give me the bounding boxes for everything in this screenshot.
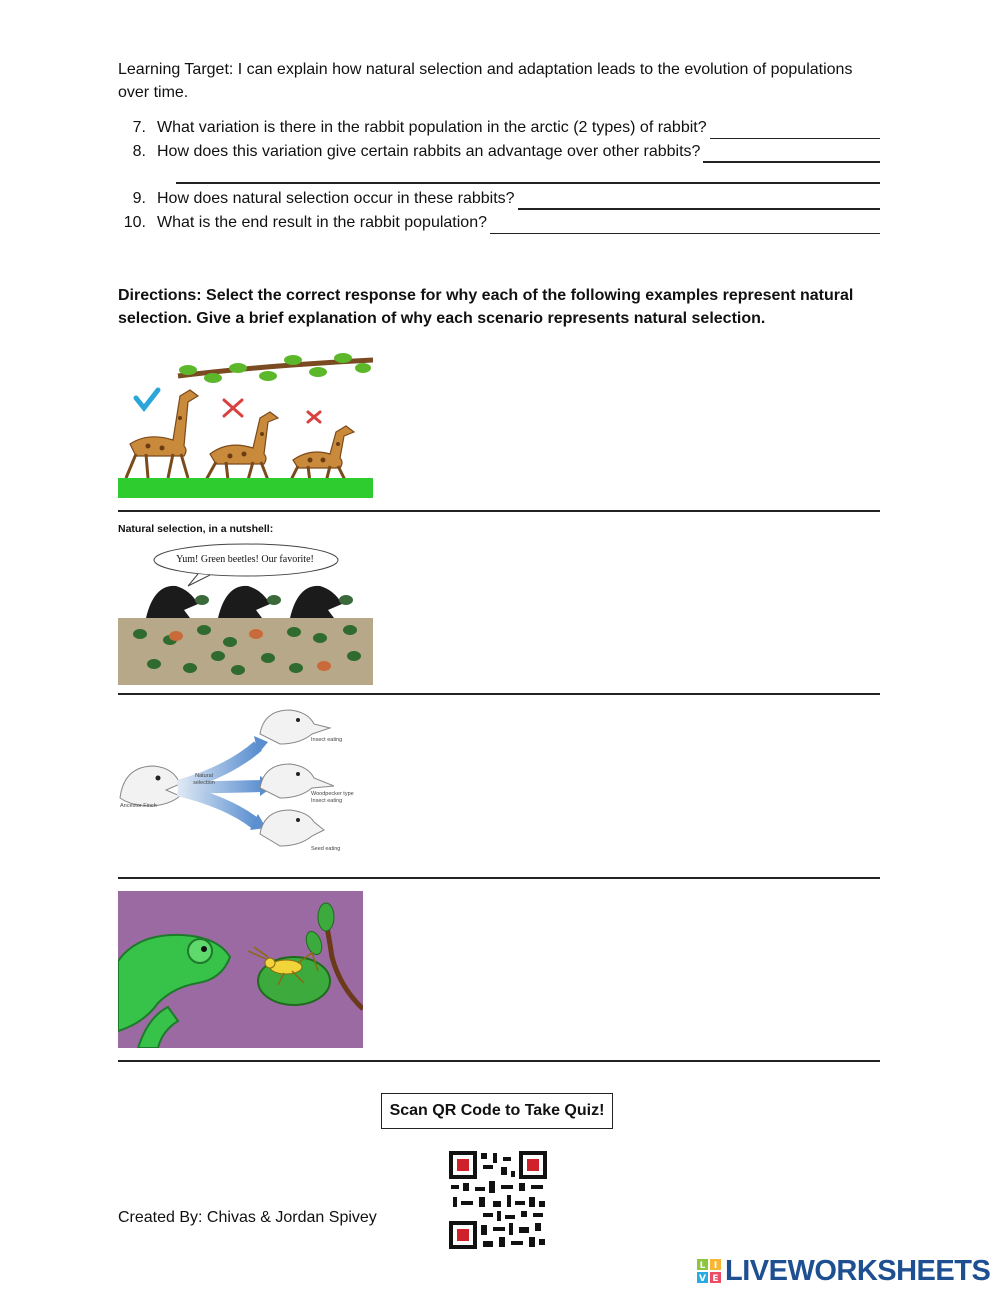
question-number: 10.: [123, 214, 146, 231]
beetles-title: Natural selection, in a nutshell:: [118, 523, 274, 535]
svg-text:V: V: [699, 1274, 706, 1283]
svg-text:I: I: [713, 1261, 718, 1271]
finch-label-woodpecker: Woodpecker type Insect eating: [311, 791, 354, 804]
answer-line-chameleon[interactable]: [118, 1060, 880, 1062]
giraffe-image: [118, 348, 373, 498]
answer-line-8-continued[interactable]: [176, 182, 880, 184]
liveworksheets-logo: [697, 1255, 990, 1287]
finch-label-insect: Insect eating: [311, 737, 343, 743]
finch-ancestor-label: Ancestor Finch: [120, 803, 157, 809]
question-7: [116, 117, 880, 139]
question-text: How does this variation give certain rabbits an advantage over other rabbits?: [157, 143, 701, 160]
answer-line-9[interactable]: [518, 192, 880, 210]
answer-line-finch[interactable]: [118, 877, 880, 879]
question-number: 8.: [132, 143, 146, 160]
question-10: [116, 212, 880, 234]
question-number: 9.: [132, 190, 146, 207]
finch-image: [118, 706, 373, 866]
directions: Directions: Select the correct response for why each of the following examples represent natural selection. Give a brief explanation of why each scenario represents natural selection.: [118, 287, 854, 327]
question-text: How does natural selection occur in these rabbits?: [157, 190, 515, 207]
question-text: What variation is there in the rabbit population in the arctic (2 types) of rabbit?: [157, 119, 707, 136]
qr-code[interactable]: [449, 1151, 547, 1249]
chameleon-image: [118, 891, 363, 1048]
answer-line-giraffe[interactable]: [118, 510, 880, 512]
question-9: [116, 188, 880, 210]
svg-text:L: L: [699, 1261, 706, 1271]
finch-label-seed: Seed eating: [311, 846, 341, 852]
question-text: What is the end result in the rabbit population?: [157, 214, 487, 231]
answer-line-8[interactable]: [703, 145, 880, 163]
question-number: 7.: [132, 119, 146, 136]
learning-target: Learning Target: I can explain how natural selection and adaptation leads to the evolution of populations over time.: [118, 61, 853, 101]
answer-line-7[interactable]: [710, 122, 880, 139]
credit-text: Created By: Chivas & Jordan Spivey: [118, 1209, 377, 1226]
beetles-speech: Yum! Green beetles! Our favorite!: [176, 554, 314, 565]
answer-line-beetles[interactable]: [118, 693, 880, 695]
liveworksheets-logo-icon: [697, 1259, 721, 1283]
brand-name: LIVEWORKSHEETS: [725, 1254, 991, 1287]
answer-line-10[interactable]: [490, 217, 880, 234]
svg-text:E: E: [712, 1274, 719, 1283]
question-8: [116, 141, 880, 163]
scan-qr-button[interactable]: Scan QR Code to Take Quiz!: [381, 1093, 613, 1129]
finch-arrow-label: Natural selection: [193, 773, 215, 786]
